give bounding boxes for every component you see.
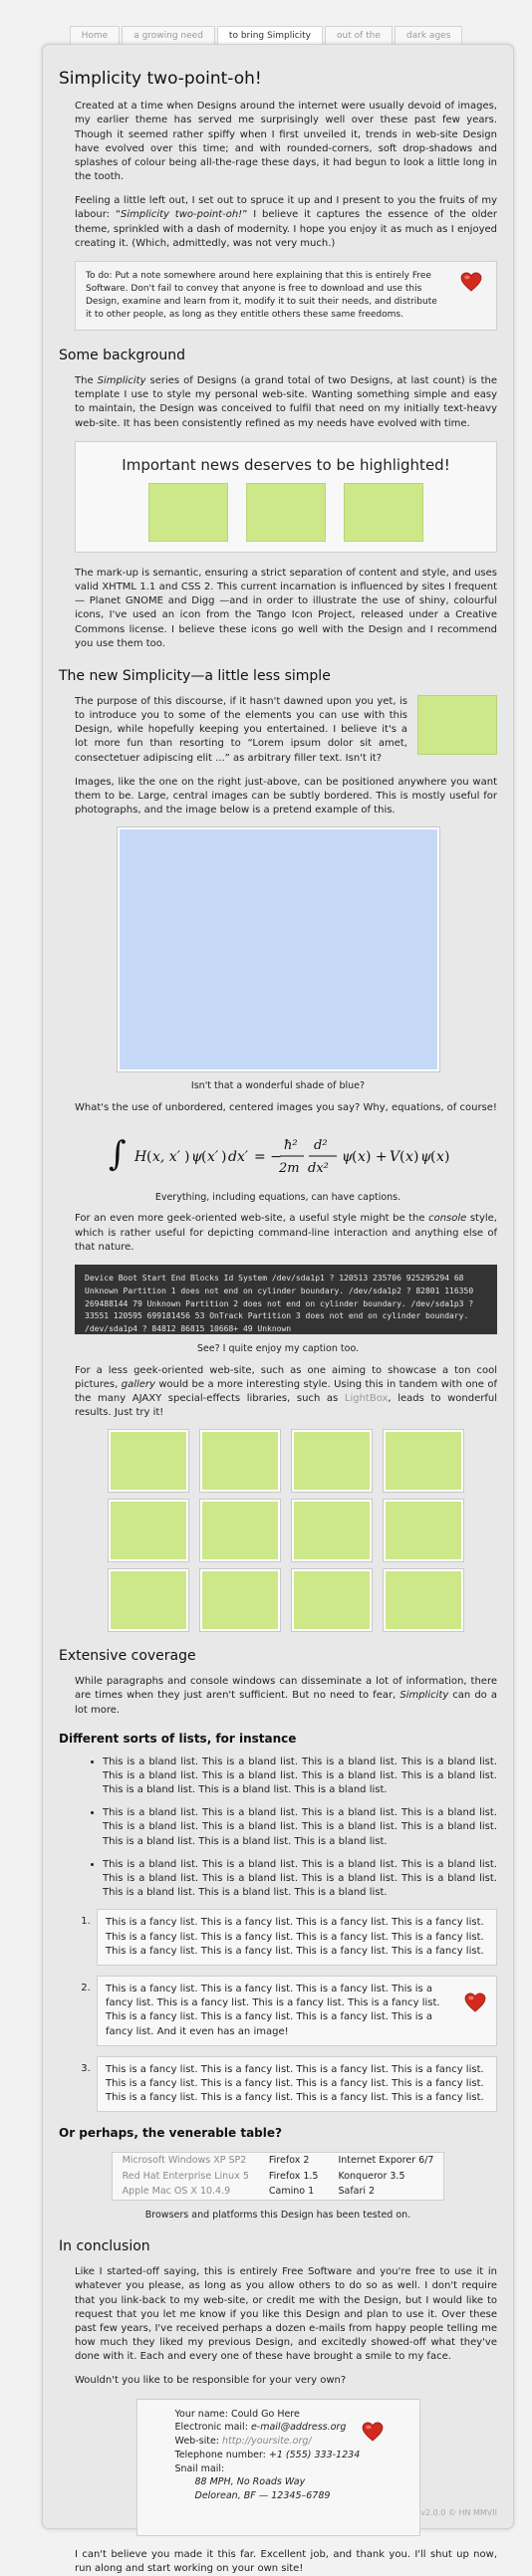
background-heading: Some background <box>59 348 185 364</box>
list-item-box <box>97 1976 497 2046</box>
list-item: • This is a bland list. This is a bland list. This is a bland list. This is a bland list. This is a bland list. This is a bland list. This is a bland list. This is a bland list. This is a bland list. This is a bland list. This is a bland list. <box>103 1858 497 1901</box>
contact-phone: Telephone number: +1 (555) 333-1234 <box>174 2449 361 2460</box>
intro-paragraph-2: Feeling a little left out, I set out to spruce it up and I present to you the fruits of my labour: “Simplicity two-point-oh!” I believe it captures the essence of the older theme, sprinkled with a dash of modernity. I hope you enjoy it as much as I enjoyed creating it. (Which, admittedly, was not very much.) <box>75 195 498 249</box>
news-image <box>148 483 228 542</box>
gallery-thumbnail[interactable] <box>292 1569 372 1631</box>
svg-text:x: x <box>358 1148 366 1165</box>
svg-text:x: x <box>436 1148 444 1165</box>
heart-icon <box>460 272 482 292</box>
browsers-table <box>112 2152 445 2200</box>
equation-caption: Everything, including equations, can have captions. <box>154 1191 401 1203</box>
background-paragraph-1: The Simplicity series of Designs (a grand total of two Designs, at last count) is the template I use to style my personal web-site. Wanting something simple and easy to maintain, the Design was conceived to fulfil that need on my initially text-heavy web-site. It has been consistently refined as my needs have evolved with time. <box>75 375 498 429</box>
gallery-thumbnail[interactable] <box>109 1569 188 1631</box>
table-heading: Or perhaps, the venerable table? <box>59 2126 282 2141</box>
footer-version: v2.0.0 © HN MMVII <box>420 2507 497 2517</box>
new-simplicity-paragraph-2: Images, like the one on the right just-above, can be positioned anywhere you want them to be. Large, central images can be subtly bordered. This is mostly useful for photographs, and the image below is a pretend example of this. <box>75 776 497 817</box>
gallery-thumbnail[interactable] <box>384 1569 463 1631</box>
image-caption: Isn't that a wonderful shade of blue? <box>190 1080 366 1092</box>
svg-text:dx²: dx² <box>308 1160 329 1176</box>
list-number: 3. <box>81 2062 91 2074</box>
tab-dark-ages[interactable]: dark ages <box>395 26 462 44</box>
gallery-thumbnail[interactable] <box>109 1500 188 1561</box>
background-paragraph-2: The mark-up is semantic, ensuring a strict separation of content and style, and uses valid XHTML 1.1 and CSS 2. This current incarnation is influenced by sites I frequent— Planet GNOME and Digg —and in order to illustrate the use of shiny, colourful icons, I've used an icon from the Tango Icon Project, released under a Creative Commons license. I believe these icons go well with the Design and I recommend you use them too. <box>75 567 497 649</box>
table-wrapper <box>59 2152 497 2200</box>
gallery-thumbnail[interactable] <box>292 1500 372 1561</box>
list-number: 1. <box>81 1916 91 1928</box>
tab-to-bring-simplicity[interactable]: to bring Simplicity <box>217 26 323 44</box>
svg-text:(: ( <box>399 1148 405 1165</box>
svg-text:): ) <box>444 1148 450 1165</box>
new-simplicity-heading: The new Simplicity—a little less simple <box>59 667 331 684</box>
fancy-list <box>75 1909 497 2112</box>
new-simplicity-paragraph-4: For an even more geek-oriented web-site, a useful style might be the console style, which is rather useful for depicting command-line interaction and anything else of that nature. <box>75 1213 497 1253</box>
svg-text:d²: d² <box>314 1137 328 1153</box>
equation-image <box>59 1127 497 1183</box>
heart-icon <box>464 1992 486 2012</box>
svg-text:ħ²: ħ² <box>284 1137 298 1153</box>
conclusion-paragraph-3: I can't believe you made it this far. Excellent job, and thank you. I'll shut up now, run along and start working on your own site! <box>75 2548 497 2574</box>
list-item <box>75 1976 497 2046</box>
table-row <box>112 2153 444 2169</box>
contact-snail-label: Snail mail: <box>174 2462 225 2474</box>
new-simplicity-paragraph-5: For a less geek-oriented web-site, such as one aiming to showcase a ton cool pictures, gallery would be a more interesting style. Using this in tandem with one of the many AJAXY special-effects libraries, such as LightBox, leads to wonderful results. Just try it! <box>75 1364 497 1419</box>
svg-text:ψ: ψ <box>420 1148 431 1165</box>
list-item: • This is a bland list. This is a bland list. This is a bland list. This is a bland list. This is a bland list. This is a bland list. This is a bland list. This is a bland list. This is a bland list. This is a bland list. This is a bland list. <box>103 1756 497 1798</box>
console-caption: See? I quite enjoy my caption too. <box>196 1343 360 1355</box>
lightbox-link[interactable]: LightBox <box>344 1392 389 1404</box>
svg-text:ψ: ψ <box>191 1148 202 1165</box>
svg-text:(: ( <box>430 1148 436 1165</box>
lists-heading: Different sorts of lists, for instance <box>59 1731 297 1746</box>
list-number: 2. <box>81 1982 91 1993</box>
news-image <box>344 483 423 542</box>
table-cell: Camino 1 <box>268 2186 315 2198</box>
svg-text:): ) <box>184 1148 190 1165</box>
gallery-thumbnail[interactable] <box>200 1500 280 1561</box>
floated-image <box>417 695 497 755</box>
bordered-blue-image <box>118 827 439 1071</box>
svg-text:V: V <box>390 1148 400 1165</box>
list-item-text: This is a fancy list. This is a fancy list. This is a fancy list. This is a fancy list. This is a fancy list. This is a fancy list. This is a fancy list. This is a fancy list. This is a fancy list. This is a fancy list. This is a fancy list. And it even has an image! <box>106 1983 440 2037</box>
svg-text:x: x <box>405 1148 413 1165</box>
tab-a-growing-need[interactable]: a growing need <box>122 26 215 44</box>
table-cell: Firefox 2 <box>268 2155 310 2167</box>
svg-text:= −: = − <box>254 1148 282 1165</box>
svg-text:(: ( <box>201 1148 207 1165</box>
extensive-paragraph-1: While paragraphs and console windows can disseminate a lot of information, there are times when they just aren't sufficient. But no need to fear, Simplicity can do a lot more. <box>75 1676 497 1716</box>
image-gallery <box>109 1430 497 1631</box>
table-cell: Red Hat Enterprise Linux 5 <box>122 2170 249 2182</box>
email-link[interactable]: e-mail@address.org <box>250 2422 347 2434</box>
contact-card <box>136 2399 420 2536</box>
tab-home[interactable]: Home <box>70 26 121 44</box>
console-output: Device Boot Start End Blocks Id System /dev/sda1p1 ? 120513 235706 925295294 68 Unknown Partition 1 does not end on cylinder boundary. /dev/sda1p2 ? 82801 116350 269488144 79 Unknown Partition 2 does not end on cylinder boundary. /dev/sda1p3 ? 33551 120595 699181456 53 OnTrack Partition 3 does not end on cylinder boundary. /dev/sda1p4 ? 84812 86815 10668+ 49 Unknown <box>75 1265 497 1334</box>
list-item <box>75 1909 497 1966</box>
new-simplicity-paragraph-1: The purpose of this discourse, if it hasn't dawned upon you yet, is to introduce you to some of the elements you can use with this Design, while hopefully keeping you entertained. I believe it's a lot more fun than resorting to “Lorem ipsum dolor sit amet, consectetuer adipiscing elit ...” as arbitrary filler text. Isn't it? <box>75 695 407 764</box>
table-row <box>112 2169 444 2184</box>
contact-website: Web-site: http://yoursite.org/ <box>174 2436 312 2448</box>
contact-name: Your name: Could Go Here <box>174 2408 300 2420</box>
gallery-thumbnail[interactable] <box>292 1430 372 1492</box>
table-cell: Konqueror 3.5 <box>338 2170 405 2182</box>
list-item-box: This is a fancy list. This is a fancy list. This is a fancy list. This is a fancy list. This is a fancy list. This is a fancy list. This is a fancy list. This is a fancy list. This is a fancy list. This is a fancy list. This is a fancy list. This is a fancy list. <box>97 1909 497 1966</box>
page-title: Simplicity two-point-oh! <box>59 69 262 89</box>
conclusion-paragraph-2: Wouldn't you like to be responsible for your very own? <box>75 2375 347 2387</box>
conclusion-heading: In conclusion <box>59 2238 150 2255</box>
contact-address-line-1: 88 MPH, No Roads Way <box>194 2476 306 2488</box>
list-item <box>75 2056 497 2113</box>
svg-text:(: ( <box>352 1148 358 1165</box>
svg-text:(: ( <box>146 1148 152 1165</box>
conclusion-paragraph-1: Like I started-off saying, this is entirely Free Software and you're free to use it in whatever you please, as long as you allow others to do so as well. I don't require that you link-back to my web-site, or credit me with the Design, but I would like to request that you let me know if you like this Design and plan to use it. Over these past few years, I've received perhaps a dozen e-mails from happy people telling me how much they liked my previous Design, and excitedly showed-off what they've done with it. Each and every one of these have brought a smile to my face. <box>75 2266 497 2363</box>
gallery-thumbnail[interactable] <box>200 1430 280 1492</box>
svg-text:H: H <box>134 1148 147 1165</box>
content-panel <box>42 44 514 2574</box>
website-link[interactable]: http://yoursite.org/ <box>222 2436 312 2448</box>
contact-email: Electronic mail: e-mail@address.org <box>174 2422 347 2434</box>
table-cell: Firefox 1.5 <box>268 2170 319 2182</box>
table-row <box>112 2184 444 2200</box>
todo-note-text: To do: Put a note somewhere around here explaining that this is entirely Free Software. Don't fail to convey that anyone is free to download and use this Design, examine and learn from it, modify it to suit their needs, and distribute it to other people, as long as they entitle others these same freedoms. <box>86 271 437 321</box>
table-cell: Apple Mac OS X 10.4.9 <box>122 2186 231 2198</box>
svg-text:) +: ) + <box>366 1148 388 1165</box>
extensive-coverage-heading: Extensive coverage <box>59 1648 196 1665</box>
news-title: Important news deserves to be highlighted! <box>122 455 450 474</box>
svg-text:): ) <box>413 1148 419 1165</box>
list-item-box: This is a fancy list. This is a fancy list. This is a fancy list. This is a fancy list. This is a fancy list. This is a fancy list. This is a fancy list. This is a fancy list. This is a fancy list. This is a fancy list. This is a fancy list. This is a fancy list. <box>97 2056 497 2113</box>
svg-text:): ) <box>221 1148 227 1165</box>
svg-text:x′: x′ <box>207 1148 219 1165</box>
tab-out-of-the[interactable]: out of the <box>325 26 393 44</box>
contact-address-line-2: Delorean, BF — 12345–6789 <box>194 2490 331 2502</box>
svg-text:x, x′: x, x′ <box>152 1148 180 1165</box>
svg-text:2m: 2m <box>279 1160 300 1176</box>
gallery-thumbnail[interactable] <box>384 1500 463 1561</box>
bland-list <box>103 1756 497 1901</box>
gallery-thumbnail[interactable] <box>200 1569 280 1631</box>
gallery-thumbnail[interactable] <box>384 1430 463 1492</box>
todo-note <box>75 261 497 331</box>
table-cell: Microsoft Windows XP SP2 <box>122 2155 247 2167</box>
new-simplicity-paragraph-3: What's the use of unbordered, centered images you say? Why, equations, of course! <box>75 1101 497 1113</box>
table-cell: Safari 2 <box>338 2186 376 2198</box>
svg-text:∫: ∫ <box>109 1133 127 1174</box>
gallery-thumbnail[interactable] <box>109 1430 188 1492</box>
intro-paragraph-1: Created at a time when Designs around the internet were usually devoid of images, my earlier theme has served me surprisingly well over these past few years. Though it seemed rather spiffy when I first unveiled it, trends in web-site Design have evolved over this time; and with rounded-corners, soft drop-shadows and splashes of colour being all-the-rage these days, it had begun to look a little long in the tooth. <box>75 101 497 183</box>
table-cell: Internet Exporer 6/7 <box>338 2155 434 2167</box>
news-highlight-box <box>75 441 497 553</box>
heart-icon <box>362 2422 384 2442</box>
svg-text:dx′: dx′ <box>228 1148 249 1165</box>
list-item: • This is a bland list. This is a bland list. This is a bland list. This is a bland list. This is a bland list. This is a bland list. This is a bland list. This is a bland list. This is a bland list. This is a bland list. This is a bland list. <box>103 1806 497 1849</box>
news-images <box>76 483 496 542</box>
svg-text:ψ: ψ <box>342 1148 353 1165</box>
table-caption: Browsers and platforms this Design has been tested on. <box>144 2209 411 2221</box>
top-tabs <box>0 0 532 44</box>
news-image <box>246 483 326 542</box>
